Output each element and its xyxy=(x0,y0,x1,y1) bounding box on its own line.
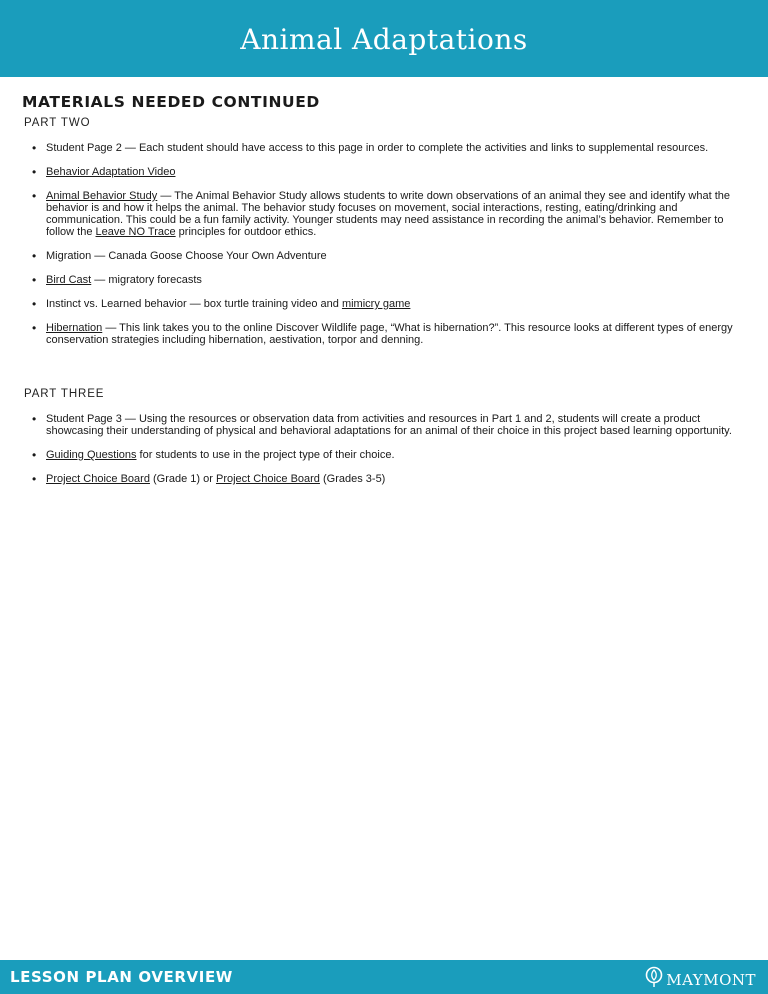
main-content xyxy=(22,93,734,497)
guiding-questions-link[interactable]: Guiding Questions xyxy=(46,449,137,461)
hibernation-link[interactable]: Hibernation xyxy=(46,322,103,334)
list-item: • Animal Behavior Study — The Animal Behavior Study allows students to write down observations of an animal they see and identify what the behavior is and how it helps the animal. The behavior study focuses on movement, social interactions, resting, eating/drinking and communication. This could be a fun family activity. Younger students may need assistance in recording the animal’s behavior. Remember to follow the Leave NO Trace principles for outdoor ethics. xyxy=(22,190,734,238)
list-item xyxy=(22,166,734,178)
part-two-heading: PART TWO xyxy=(24,117,91,129)
maymont-logo-icon xyxy=(645,966,663,993)
header-band xyxy=(0,0,768,77)
project-choice-board-grade1-link[interactable]: Project Choice Board xyxy=(46,473,150,485)
list-item: • Instinct vs. Learned behavior — box turtle training video and mimicry game xyxy=(22,298,734,310)
page-title: Animal Adaptations xyxy=(240,23,528,56)
list-item: • Guiding Questions for students to use in the project type of their choice. xyxy=(22,449,734,461)
behavior-adaptation-video-link[interactable]: Behavior Adaptation Video xyxy=(46,166,176,178)
footer-title: LESSON PLAN OVERVIEW xyxy=(10,968,233,986)
footer-band xyxy=(0,960,768,994)
list-item: • Student Page 2 — Each student should have access to this page in order to complete the activities and links to supplemental resources. xyxy=(22,142,734,154)
list-item: • Project Choice Board (Grade 1) or Project Choice Board (Grades 3-5) xyxy=(22,473,734,485)
list-item: • Migration — Canada Goose Choose Your Own Adventure xyxy=(22,250,734,262)
leave-no-trace-link[interactable]: Leave NO Trace xyxy=(95,226,176,238)
project-choice-board-grades3-5-link[interactable]: Project Choice Board xyxy=(215,473,320,485)
part-two-list xyxy=(22,142,734,346)
bird-cast-link[interactable]: Bird Cast xyxy=(46,274,92,286)
logo-text: MAYMONT xyxy=(666,970,756,989)
animal-behavior-study-link[interactable]: Animal Behavior Study xyxy=(46,190,158,202)
list-item: • Hibernation — This link takes you to the online Discover Wildlife page, “What is hibernation?”. This resource looks at different types of energy conservation strategies including hibernation, aestivation, torpor and denning. xyxy=(22,322,734,346)
part-three-heading: PART THREE xyxy=(24,388,105,400)
maymont-logo xyxy=(645,966,756,993)
section-title: MATERIALS NEEDED CONTINUED xyxy=(22,93,320,111)
list-item: • Student Page 3 — Using the resources or observation data from activities and resources in Part 1 and 2, students will create a product showcasing their understanding of physical and behavioral adaptations for an animal of their choice in this project based learning opportunity. xyxy=(22,413,734,437)
list-item: • Bird Cast — migratory forecasts xyxy=(22,274,734,286)
part-three-list xyxy=(22,413,734,485)
mimicry-game-link[interactable]: mimicry game xyxy=(341,298,411,310)
